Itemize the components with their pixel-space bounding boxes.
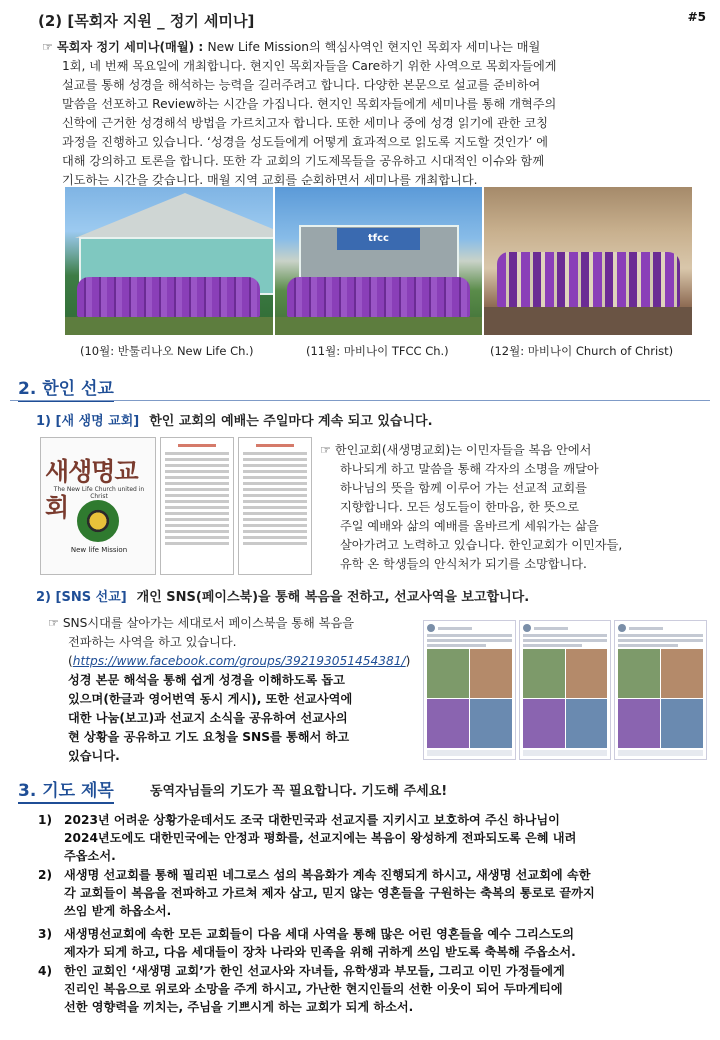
group-of-people xyxy=(497,252,680,307)
page-number: #5 xyxy=(687,10,706,24)
subsection-label: 1) [새 생명 교회] xyxy=(36,414,140,429)
pointing-hand-icon: ☞ xyxy=(48,616,59,630)
link-line: (https://www.facebook.com/groups/392193051454381/) xyxy=(68,654,411,668)
paragraph-line: 있습니다. xyxy=(68,749,120,763)
bulletin-cover xyxy=(40,437,156,575)
bulletin-subtitle: The New Life Church united in Christ xyxy=(53,486,145,500)
paragraph-line: 신학에 근거한 성경해석 방법을 가르치고자 합니다. 또한 세미나 중에 성경 읽기에 관한 코칭 xyxy=(62,116,548,130)
mission-logo-icon xyxy=(77,500,119,542)
photo-caption: (10월: 반툴리나오 New Life Ch.) xyxy=(80,344,254,358)
photo-caption: (12월: 마비나이 Church of Christ) xyxy=(490,344,674,358)
paragraph-line: 말씀을 선포하고 Review하는 시간을 가집니다. 현지인 목회자들에게 세미나를 통해 개혁주의 xyxy=(62,97,557,111)
ground xyxy=(275,317,483,335)
seminar-photo-strip xyxy=(65,187,692,335)
korean-church-paragraph xyxy=(320,441,710,574)
group-of-people xyxy=(77,277,260,317)
prayer-item xyxy=(38,962,708,1016)
paragraph-line: 성경 본문 해석을 통해 쉽게 성경을 이해하도록 돕고 xyxy=(68,673,345,687)
paragraph-line: 하나님의 뜻을 함께 이루어 가는 선교적 교회를 xyxy=(340,481,587,495)
pointing-hand-icon: ☞ xyxy=(42,40,53,54)
lead-bold-text: 목회자 정기 세미나(매월) : xyxy=(56,40,208,54)
prayer-text: 선한 영향력을 끼치는, 주님을 기쁘시게 하는 교회가 되게 하소서. xyxy=(64,1000,414,1014)
sns-paragraph xyxy=(48,614,420,766)
paragraph-line: 한인교회(새생명교회)는 이민자들을 복음 안에서 xyxy=(334,443,592,457)
paragraph-line: 현 상황을 공유하고 기도 요청을 SNS를 통해서 하고 xyxy=(68,730,350,744)
bulletin-org: New life Mission xyxy=(70,546,128,554)
church-bulletin-image xyxy=(40,437,312,575)
paragraph-line: 대해 강의하고 토론을 합니다. 또한 각 교회의 기도제목들을 공유하고 시대적인 이슈와 함께 xyxy=(62,154,545,168)
paragraph-line: SNS시대를 살아가는 세대로서 페이스북을 통해 복음을 xyxy=(62,616,355,630)
prayer-item xyxy=(38,925,708,961)
prayer-text: 쓰임 받게 하옵소서. xyxy=(64,904,172,918)
section-title-pastor-seminar: (2) [목회자 지원 _ 정기 세미나] xyxy=(38,12,255,30)
pointing-hand-icon: ☞ xyxy=(320,443,331,457)
prayer-text: 각 교회들이 복음을 전파하고 가르쳐 제자 삼고, 믿지 않는 영혼들을 구원하는 축복의 통로로 끝까지 xyxy=(64,886,595,900)
church-roof xyxy=(75,193,273,238)
paragraph-line: 지향합니다. 모든 성도들이 한마음, 한 뜻으로 xyxy=(340,500,580,514)
prayer-item xyxy=(38,811,708,865)
pastor-seminar-paragraph xyxy=(42,38,692,190)
prayer-text: 2023년 어려운 상황가운데서도 조국 대한민국과 선교지를 지키시고 보호하여 주신 하나님이 xyxy=(64,813,560,827)
prayer-text: 새생명선교회에 속한 모든 교회들이 다음 세대 사역을 통해 많은 어린 영혼들을 예수 그리스도의 xyxy=(64,927,575,941)
paragraph-line: 설교를 통해 성경을 해석하는 능력을 길러주려고 합니다. 다양한 본문으로 설교를 준비하여 xyxy=(62,78,541,92)
paragraph-line: New Life Mission의 핵심사역인 현지인 목회자 세미나는 매월 xyxy=(207,40,541,54)
prayer-item-number: 1) xyxy=(38,813,53,827)
facebook-screenshots xyxy=(423,620,707,760)
prayer-text: 한인 교회인 ‘새생명 교회’가 한인 선교사와 자녀들, 유학생과 부모들, 그리고 이민 가정들에게 xyxy=(64,964,565,978)
facebook-post-screenshot xyxy=(423,620,516,760)
bulletin-inner-page xyxy=(160,437,234,575)
paragraph-line: 1회, 네 번째 목요일에 개최합니다. 현지인 목회자들을 Care하기 위한 사역으로 목회자들에게 xyxy=(62,59,557,73)
paragraph-line: 유학 온 학생들의 안식처가 되기를 소망합니다. xyxy=(340,557,587,571)
paragraph-line: 주일 예배와 삶의 예배를 올바르게 세워가는 삶을 xyxy=(340,519,599,533)
ground xyxy=(65,317,273,335)
subsection-sns-mission xyxy=(36,586,529,605)
church-sign: tfcc xyxy=(337,228,420,250)
prayer-text: 제자가 되게 하고, 다음 세대들이 장차 나라와 민족을 위해 귀하게 쓰임 받도록 축복해 주옵소서. xyxy=(64,945,576,959)
prayer-text: 새생명 선교회를 통해 필리핀 네그로스 섬의 복음화가 계속 진행되게 하시고, 새생명 선교회에 속한 xyxy=(64,868,591,882)
paragraph-line: 기도하는 시간을 갖습니다. 매월 지역 교회를 순회하면서 세미나를 개최합니다. xyxy=(62,173,478,187)
paragraph-line: 전파하는 사역을 하고 있습니다. xyxy=(68,635,237,649)
prayer-request-note: 동역자님들의 기도가 꼭 필요합니다. 기도해 주세요! xyxy=(150,784,448,799)
group-of-people xyxy=(287,277,470,317)
facebook-post-screenshot xyxy=(519,620,612,760)
paragraph-line: 과정을 진행하고 있습니다. ‘성경을 성도들에게 어떻게 효과적으로 읽도록 지도할 것인가’ 에 xyxy=(62,135,548,149)
section-heading-korean-mission: 2. 한인 선교 xyxy=(18,374,114,402)
paragraph-line: 하나되게 하고 말씀을 통해 각자의 소명을 깨달아 xyxy=(340,462,599,476)
prayer-item xyxy=(38,866,708,920)
prayer-item-number: 2) xyxy=(38,868,53,882)
subsection-new-life-church xyxy=(36,410,433,429)
prayer-text: 주옵소서. xyxy=(64,849,116,863)
prayer-item-number: 4) xyxy=(38,964,53,978)
prayer-text: 진리인 복음으로 위로와 소망을 주게 하시고, 가난한 현지인들의 선한 이웃이 되어 두마게티에 xyxy=(64,982,563,996)
prayer-text: 2024년도에도 대한민국에는 안정과 평화를, 선교지에는 복음이 왕성하게 전파되도록 은혜 내려 xyxy=(64,831,577,845)
subsection-text: 개인 SNS(페이스북)을 통해 복음을 전하고, 선교사역을 보고합니다. xyxy=(136,590,530,605)
prayer-item-number: 3) xyxy=(38,927,53,941)
facebook-post-screenshot xyxy=(614,620,707,760)
section-heading-prayer: 3. 기도 제목 xyxy=(18,776,114,804)
paragraph-line: 살아가려고 노력하고 있습니다. 한인교회가 이민자들, xyxy=(340,538,623,552)
paragraph-line: 있으며(한글과 영어번역 동시 게시), 또한 선교사역에 xyxy=(68,692,353,706)
seminar-photo-november xyxy=(275,187,483,335)
floor xyxy=(484,307,692,335)
seminar-photo-october xyxy=(65,187,273,335)
photo-caption: (11월: 마비나이 TFCC Ch.) xyxy=(306,344,449,358)
subsection-label: 2) [SNS 선교] xyxy=(36,590,127,605)
seminar-photo-december xyxy=(484,187,692,335)
section-divider xyxy=(10,400,710,401)
paragraph-line: 대한 나눔(보고)과 선교지 소식을 공유하여 선교사의 xyxy=(68,711,348,725)
bulletin-inner-page xyxy=(238,437,312,575)
bulletin-title: 새생명교회 xyxy=(45,457,138,522)
facebook-group-link[interactable]: https://www.facebook.com/groups/392193051454381/ xyxy=(72,654,406,668)
subsection-text: 한인 교회의 예배는 주일마다 계속 되고 있습니다. xyxy=(149,414,433,429)
